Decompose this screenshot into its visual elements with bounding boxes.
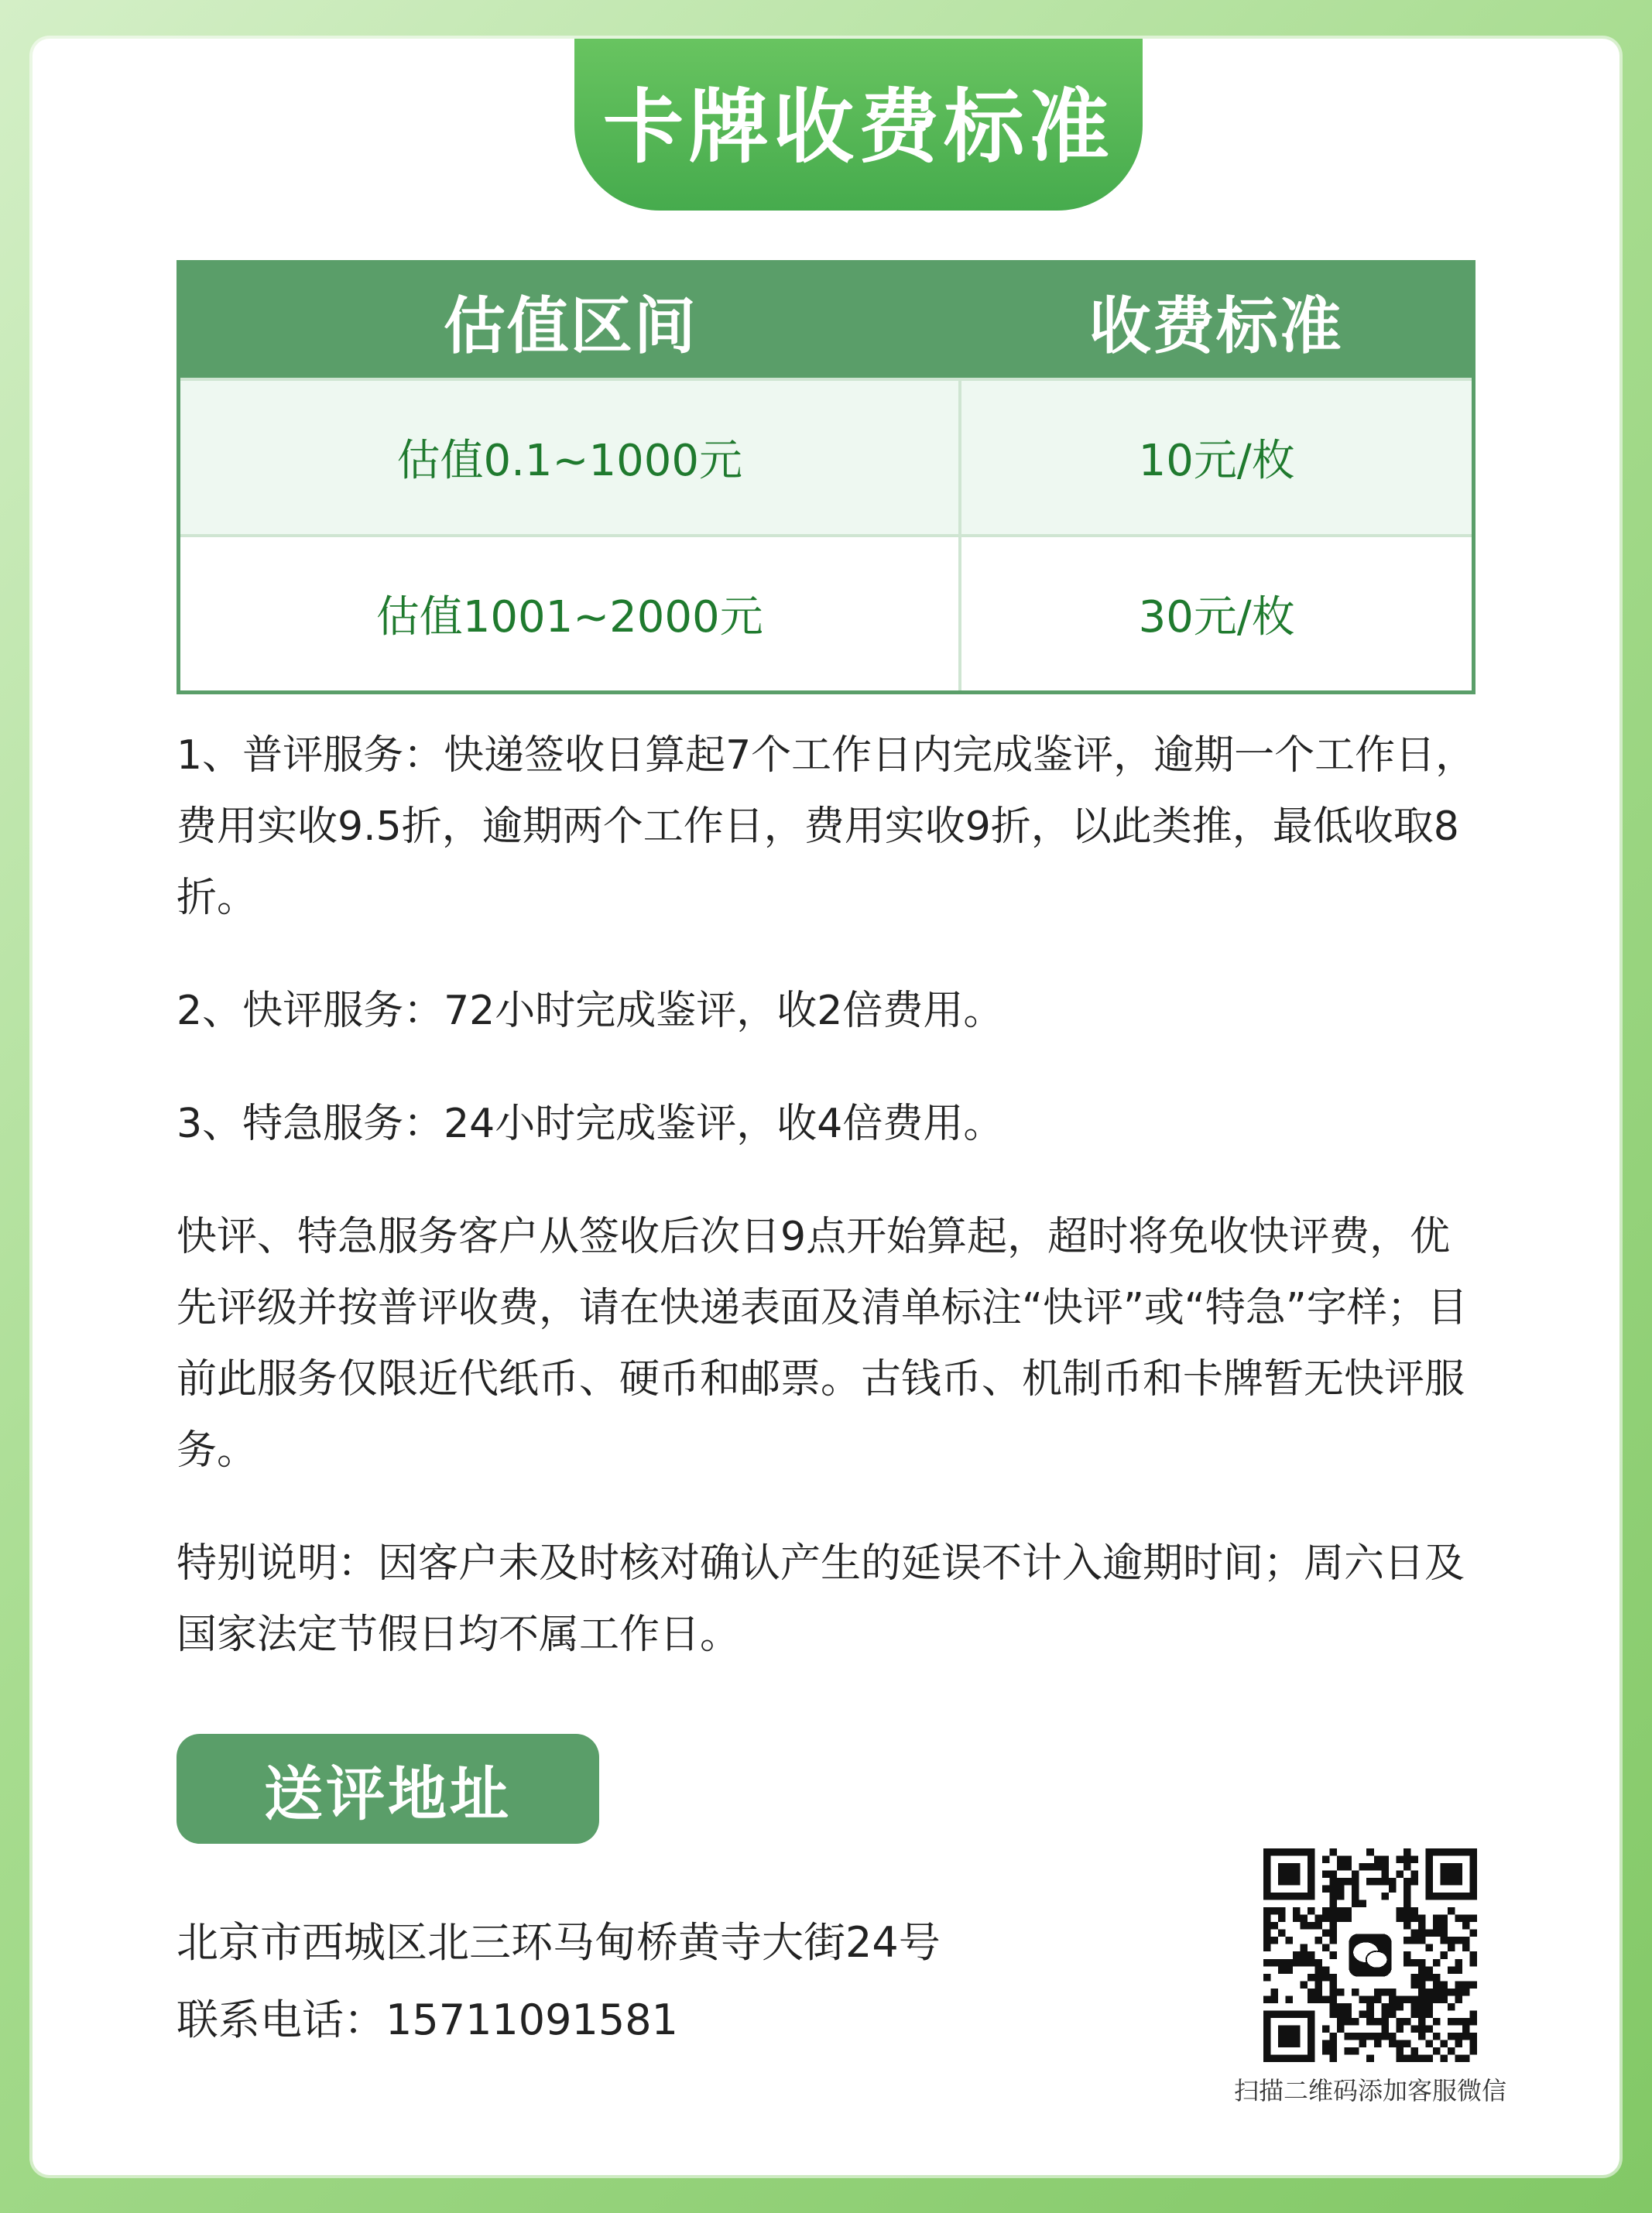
address-text: 北京市西城区北三环马甸桥黄寺大街24号 xyxy=(177,1918,941,1967)
cell-fee: 30元/枚 xyxy=(960,536,1473,693)
note-standard-service: 1、普评服务：快递签收日算起7个工作日内完成鉴评，逾期一个工作日，费用实收9.5折，逾期两个工作日，费用实收9折，以此类推，最低收取8折。 xyxy=(177,732,1476,921)
cell-valuation-range: 估值1001~2000元 xyxy=(179,536,961,693)
qr-code xyxy=(1263,1848,1477,2062)
address-label-text: 送评地址 xyxy=(264,1759,512,1828)
title-banner xyxy=(574,39,1143,211)
table-row xyxy=(179,536,1474,693)
address-block xyxy=(177,1904,941,2059)
note-fast-service: 2、快评服务：72小时完成鉴评，收2倍费用。 xyxy=(177,988,1004,1034)
qr-caption: 扫描二维码添加客服微信 xyxy=(1233,2076,1506,2105)
table-header-row xyxy=(179,262,1474,380)
address-section-label xyxy=(177,1734,599,1844)
service-notes xyxy=(177,720,1477,1712)
note-urgent-service: 3、特急服务：24小时完成鉴评，收4倍费用。 xyxy=(177,1101,1004,1147)
page-title: 卡牌收费标准 xyxy=(602,80,1114,174)
table-row xyxy=(179,379,1474,536)
note-fast-urgent-rules: 快评、特急服务客户从签收后次日9点开始算起，超时将免收快评费，优先评级并按普评收费，请在快递表面及清单标注“快评”或“特急”字样；目前此服务仅限近代纸币、硬币和邮票。古钱币、机制币和卡牌暂无快评服务。 xyxy=(177,1214,1468,1474)
wechat-icon xyxy=(1345,1930,1397,1982)
header-fee-standard: 收费标准 xyxy=(960,262,1473,380)
header-valuation-range: 估值区间 xyxy=(179,262,961,380)
note-special-explanation: 特别说明：因客户未及时核对确认产生的延误不计入逾期时间；周六日及国家法定节假日均不属工作日。 xyxy=(177,1540,1465,1658)
cell-fee: 10元/枚 xyxy=(960,379,1473,536)
cell-valuation-range: 估值0.1~1000元 xyxy=(179,379,961,536)
fee-table xyxy=(177,260,1475,694)
phone-text: 联系电话：15711091581 xyxy=(177,1995,678,2044)
